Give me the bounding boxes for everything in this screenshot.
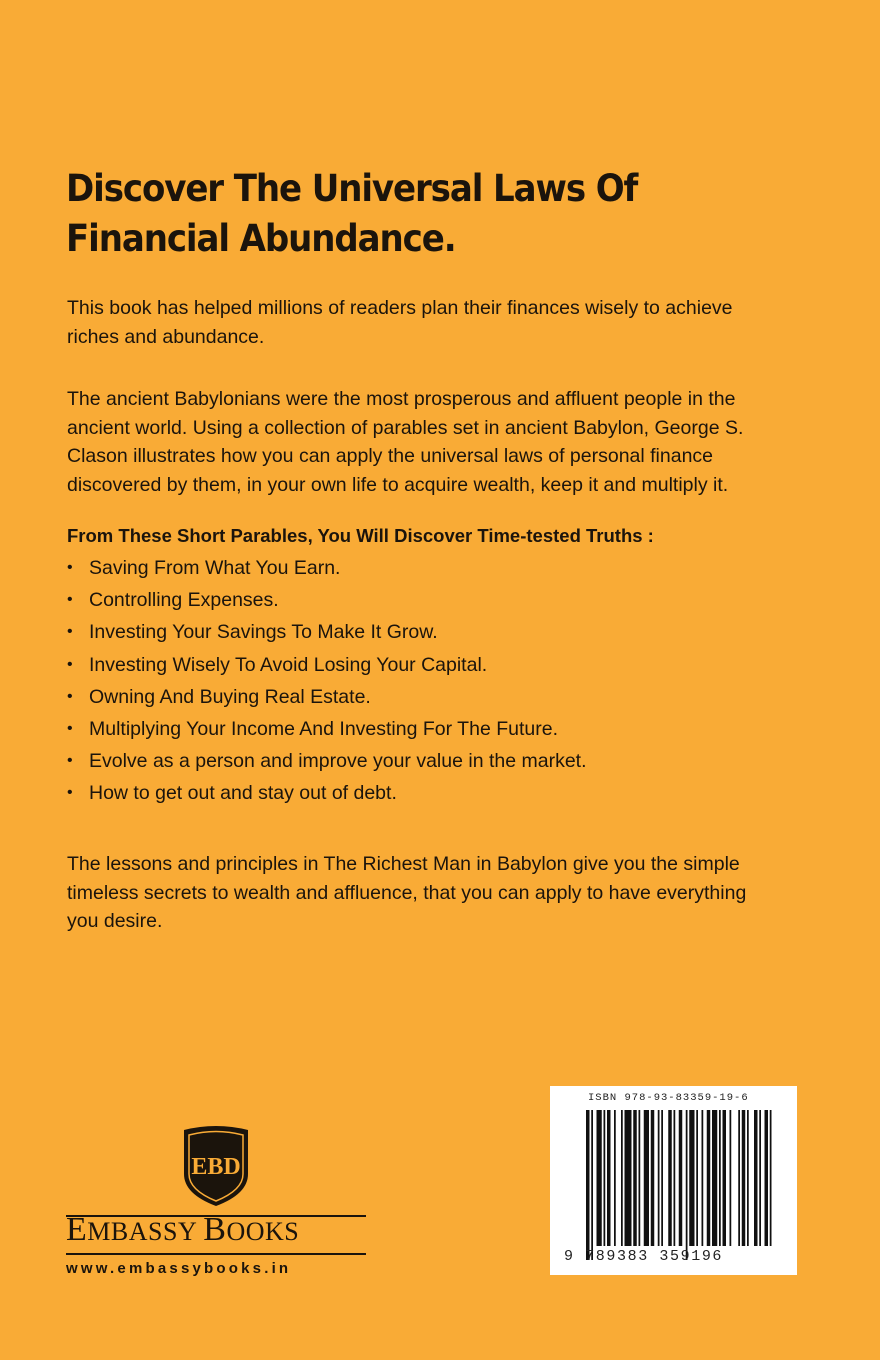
barcode-bar [679, 1110, 683, 1246]
bullet-icon: • [67, 752, 73, 770]
bullet-icon: • [67, 687, 73, 705]
list-item [67, 618, 587, 650]
brand-rule-bottom [66, 1253, 366, 1255]
bullet-icon: • [67, 559, 73, 576]
description-line-4: discovered by them, in your own life to acquire wealth, keep it and multiply it. [67, 473, 729, 496]
barcode-bar [742, 1110, 746, 1246]
list-item [67, 554, 587, 586]
barcode-bar [661, 1110, 663, 1246]
barcode-bar [765, 1110, 769, 1246]
list-item-text: How to get out and stay out of debt. [89, 782, 397, 805]
list-item-text: Evolve as a person and improve your value in the market. [89, 750, 587, 773]
headline [66, 164, 765, 264]
barcode-bar [723, 1110, 727, 1246]
barcode-bar [770, 1110, 772, 1246]
list-item-text: Owning And Buying Real Estate. [89, 685, 371, 708]
description-line-2: ancient world. Using a collection of parables set in ancient Babylon, George S. [67, 416, 744, 439]
publisher-name-mbassy: MBASSY [87, 1217, 204, 1246]
publisher-name-initial-e: E [66, 1211, 88, 1248]
barcode-bar [658, 1110, 660, 1246]
description-line-1: The ancient Babylonians were the most prosperous and affluent people in the [67, 388, 736, 410]
barcode-bar [696, 1110, 698, 1246]
list-item-text: Saving From What You Earn. [89, 557, 341, 579]
bullet-icon: • [67, 591, 73, 609]
barcode-bars [550, 1086, 797, 1275]
barcode-bar [707, 1110, 711, 1246]
list-item [67, 586, 587, 618]
closing-line-3: you desire. [67, 910, 163, 932]
barcode-bar [689, 1110, 694, 1246]
truths-title: From These Short Parables, You Will Discover Time-tested Truths : [67, 525, 654, 546]
bullet-icon: • [67, 719, 73, 737]
closing-line-1: The lessons and principles in The Richest Man in Babylon give you the simple [67, 853, 740, 875]
list-item-text: Investing Wisely To Avoid Losing Your Capital. [89, 653, 488, 676]
list-item [67, 651, 587, 683]
publisher-name [66, 1210, 366, 1252]
list-item-text: Investing Your Savings To Make It Grow. [89, 621, 438, 644]
publisher-name-initial-b: B [203, 1211, 227, 1248]
closing-paragraph [67, 850, 827, 936]
publisher-name-ooks: OOKS [226, 1217, 300, 1246]
barcode-bar [625, 1110, 632, 1246]
barcode-bar [604, 1110, 606, 1246]
bullet-icon: • [67, 655, 73, 673]
barcode-bar [639, 1110, 641, 1246]
barcode-bar [754, 1110, 758, 1246]
barcode-bar [651, 1110, 655, 1246]
barcode-bar [674, 1110, 676, 1246]
barcode [550, 1086, 797, 1275]
barcode-bar [759, 1110, 761, 1246]
barcode-bar [607, 1110, 611, 1246]
barcode-bar [719, 1110, 721, 1246]
barcode-bar [644, 1110, 649, 1246]
list-item-text: Multiplying Your Income And Investing For The Future. [89, 717, 558, 740]
closing-line-2: timeless secrets to wealth and affluence, that you can apply to have everything [67, 881, 747, 904]
list-item-text: Controlling Expenses. [89, 589, 279, 612]
headline-line-1: Discover The Universal Laws Of [66, 167, 638, 210]
bullet-icon: • [67, 784, 73, 802]
description-paragraph [67, 385, 827, 499]
barcode-bar [586, 1110, 590, 1260]
list-item [67, 683, 587, 715]
description-line-3: Clason illustrates how you can apply the universal laws of personal finance [67, 445, 714, 467]
barcode-bar [597, 1110, 602, 1246]
ebd-crest-icon [180, 1124, 252, 1208]
bullet-icon: • [67, 623, 73, 641]
list-item [67, 715, 587, 747]
barcode-bar [712, 1110, 717, 1246]
barcode-bar [730, 1110, 732, 1246]
barcode-bar [702, 1110, 704, 1246]
intro-line-2: riches and abundance. [67, 325, 265, 348]
barcode-bar [614, 1110, 616, 1246]
logo-text: EBD [191, 1154, 241, 1180]
truths-list [67, 554, 587, 812]
barcode-digits: 9 789383 359196 [564, 1248, 724, 1265]
barcode-bar [633, 1110, 637, 1246]
barcode-bar [738, 1110, 740, 1246]
publisher-url: www.embassybooks.in [66, 1260, 292, 1277]
barcode-bar [591, 1110, 593, 1260]
isbn-label: ISBN 978-93-83359-19-6 [588, 1092, 749, 1104]
headline-line-2: Financial Abundance. [66, 217, 456, 260]
barcode-bar [747, 1110, 749, 1246]
barcode-bar [686, 1110, 688, 1260]
intro-paragraph [67, 294, 827, 351]
barcode-bar [668, 1110, 672, 1246]
list-item [67, 779, 587, 811]
intro-line-1: This book has helped millions of readers plan their finances wisely to achieve [67, 297, 733, 319]
barcode-bar [621, 1110, 623, 1246]
list-item [67, 747, 587, 779]
